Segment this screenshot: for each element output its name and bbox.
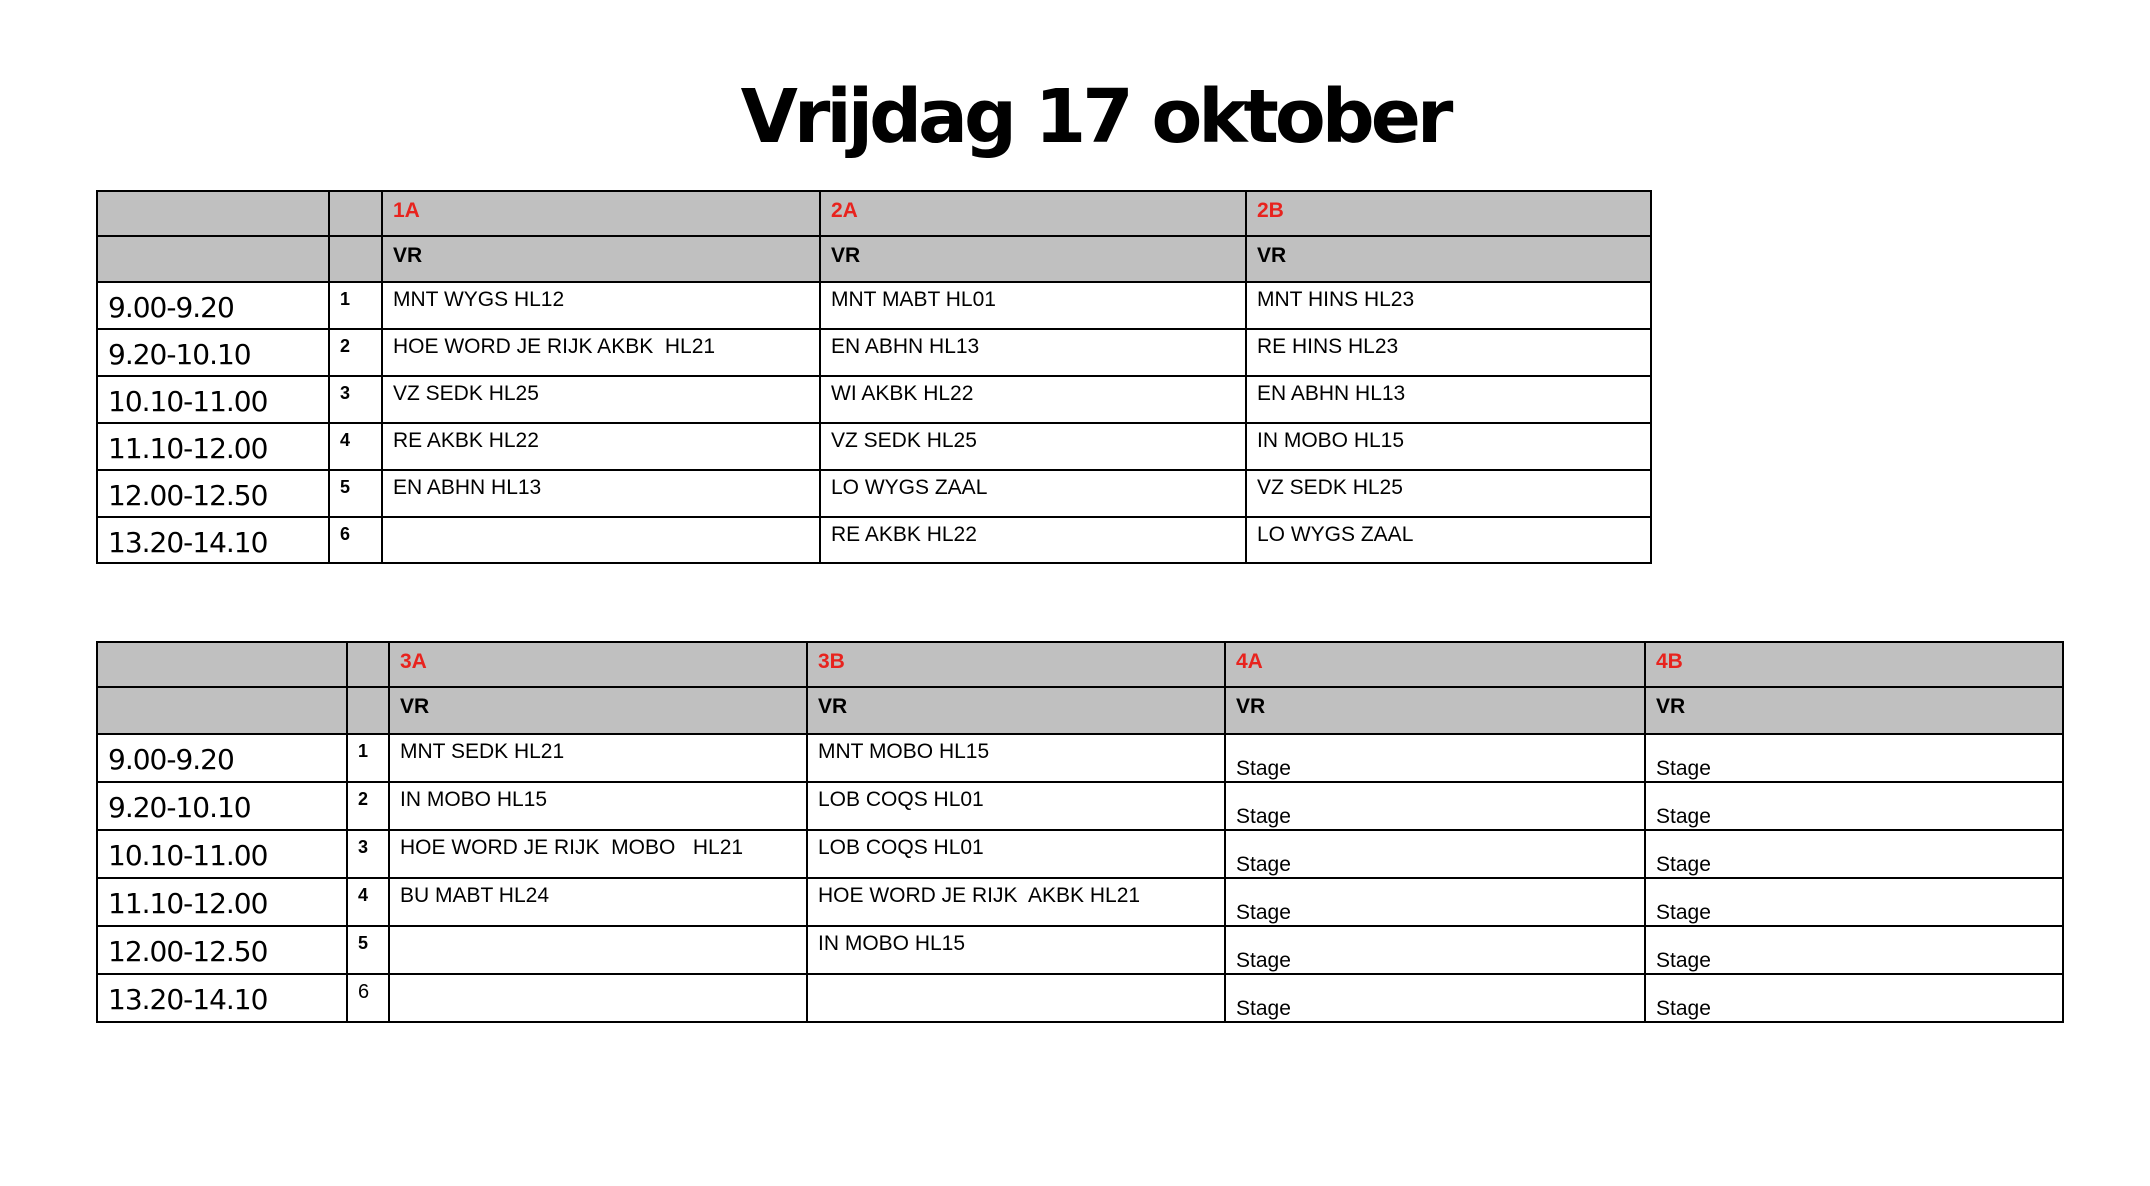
time-slot: 9.20-10.10 [97,329,329,376]
lesson-cell: EN ABHN HL13 [1246,376,1651,423]
lesson-cell: RE AKBK HL22 [820,517,1246,563]
time-slot: 9.00-9.20 [97,734,347,782]
lesson-cell: HOE WORD JE RIJK AKBK HL21 [807,878,1225,926]
day-header: VR [1645,687,2063,734]
lesson-cell: Stage [1645,878,2063,926]
class-header: 2A [820,191,1246,236]
lesson-cell: Stage [1225,974,1645,1022]
table-row [97,470,1651,517]
class-header: 3A [389,642,807,687]
lesson-cell: BU MABT HL24 [389,878,807,926]
period-number: 3 [347,830,389,878]
time-slot: 9.00-9.20 [97,282,329,329]
period-number: 3 [329,376,382,423]
day-header: VR [1246,236,1651,282]
lesson-cell: EN ABHN HL13 [820,329,1246,376]
lesson-cell: Stage [1225,734,1645,782]
lesson-cell [389,974,807,1022]
day-header: VR [807,687,1225,734]
lesson-cell: Stage [1645,782,2063,830]
lesson-cell: Stage [1645,734,2063,782]
lesson-cell: MNT WYGS HL12 [382,282,820,329]
lesson-cell: Stage [1645,974,2063,1022]
lesson-cell: Stage [1645,830,2063,878]
table-row [97,926,2063,974]
lesson-cell [389,926,807,974]
corner-cell [97,236,329,282]
lesson-cell: MNT SEDK HL21 [389,734,807,782]
table-row [97,830,2063,878]
schedule-table-2 [96,641,2064,1023]
lesson-cell: VZ SEDK HL25 [1246,470,1651,517]
period-number: 4 [329,423,382,470]
lesson-cell: HOE WORD JE RIJK AKBK HL21 [382,329,820,376]
lesson-cell: IN MOBO HL15 [389,782,807,830]
lesson-cell: Stage [1225,782,1645,830]
time-slot: 13.20-14.10 [97,517,329,563]
class-header: 1A [382,191,820,236]
period-number: 2 [329,329,382,376]
day-header: VR [820,236,1246,282]
lesson-cell: VZ SEDK HL25 [820,423,1246,470]
corner-cell [97,687,347,734]
corner-cell [347,642,389,687]
lesson-cell: Stage [1225,926,1645,974]
period-number: 5 [329,470,382,517]
table-row [97,329,1651,376]
lesson-cell: RE AKBK HL22 [382,423,820,470]
lesson-cell: Stage [1645,926,2063,974]
schedule-table-1 [96,190,1652,564]
lesson-cell [807,974,1225,1022]
lesson-cell: IN MOBO HL15 [1246,423,1651,470]
day-header: VR [382,236,820,282]
day-header: VR [1225,687,1645,734]
period-number: 1 [329,282,382,329]
lesson-cell: Stage [1225,878,1645,926]
time-slot: 11.10-12.00 [97,423,329,470]
period-number: 6 [329,517,382,563]
corner-cell [347,687,389,734]
period-number: 4 [347,878,389,926]
table-row [97,974,2063,1022]
table-row [97,782,2063,830]
table-row [97,423,1651,470]
lesson-cell: WI AKBK HL22 [820,376,1246,423]
lesson-cell: VZ SEDK HL25 [382,376,820,423]
lesson-cell: HOE WORD JE RIJK MOBO HL21 [389,830,807,878]
time-slot: 10.10-11.00 [97,376,329,423]
lesson-cell: MNT MABT HL01 [820,282,1246,329]
corner-cell [329,191,382,236]
lesson-cell: LO WYGS ZAAL [820,470,1246,517]
class-header: 4B [1645,642,2063,687]
corner-cell [329,236,382,282]
lesson-cell: RE HINS HL23 [1246,329,1651,376]
time-slot: 13.20-14.10 [97,974,347,1022]
class-header: 3B [807,642,1225,687]
class-header: 2B [1246,191,1651,236]
time-slot: 9.20-10.10 [97,782,347,830]
lesson-cell: LOB COQS HL01 [807,830,1225,878]
time-slot: 11.10-12.00 [97,878,347,926]
time-slot: 12.00-12.50 [97,926,347,974]
table-row [97,734,2063,782]
lesson-cell: Stage [1225,830,1645,878]
lesson-cell: EN ABHN HL13 [382,470,820,517]
lesson-cell: LO WYGS ZAAL [1246,517,1651,563]
period-number: 5 [347,926,389,974]
lesson-cell: LOB COQS HL01 [807,782,1225,830]
table-row [97,878,2063,926]
table-row [97,376,1651,423]
corner-cell [97,642,347,687]
lesson-cell [382,517,820,563]
table-row [97,517,1651,563]
period-number: 1 [347,734,389,782]
period-number: 6 [347,974,389,1022]
time-slot: 10.10-11.00 [97,830,347,878]
lesson-cell: MNT MOBO HL15 [807,734,1225,782]
table-row [97,282,1651,329]
corner-cell [97,191,329,236]
time-slot: 12.00-12.50 [97,470,329,517]
lesson-cell: IN MOBO HL15 [807,926,1225,974]
day-header: VR [389,687,807,734]
lesson-cell: MNT HINS HL23 [1246,282,1651,329]
class-header: 4A [1225,642,1645,687]
page-title: Vrijdag 17 oktober [740,74,1450,160]
period-number: 2 [347,782,389,830]
